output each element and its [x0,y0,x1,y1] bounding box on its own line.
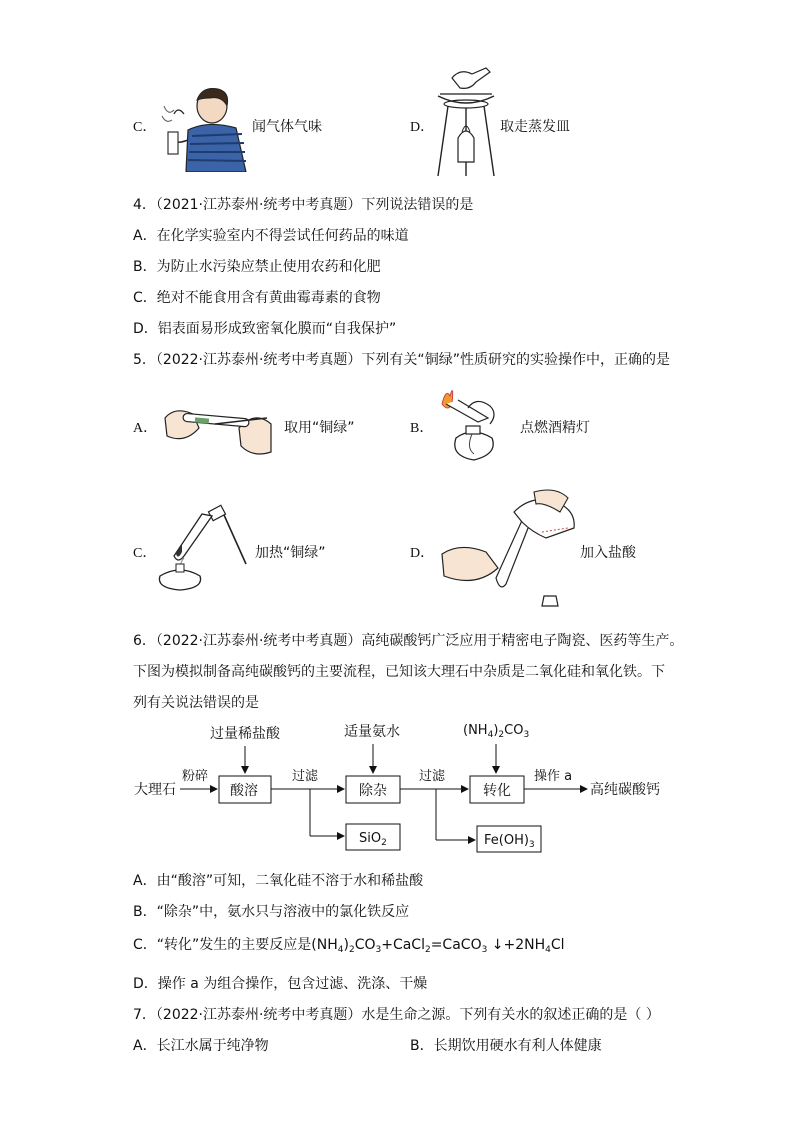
question-6-option-b: B．“除杂”中，氨水只与溶液中的氯化铁反应 [133,904,410,920]
question-4-option-c: C．绝对不能食用含有黄曲霉毒素的食物 [133,290,381,306]
box-conversion-label: 转化 [483,783,511,799]
product-high-purity-caco3: 高纯碳酸钙 [590,782,660,798]
option-c-caption-q5: 加热“铜绿” [255,545,326,561]
option-c-caption: 闻气体气味 [252,119,322,135]
option-d-letter-q5: D． [410,546,435,561]
option-d-letter: D． [410,120,435,135]
reagent-ammonium-carbonate: $(NH_4)_2CO_3$ [463,723,530,740]
take-copper-green-illustration [155,388,277,460]
light-alcohol-lamp-illustration [432,378,516,468]
option-a-letter: A． [133,421,158,436]
question-4-option-b: B．为防止水污染应禁止使用农药和化肥 [133,259,381,275]
option-b-caption: 点燃酒精灯 [520,420,590,436]
question-4-option-a: A．在化学实验室内不得尝试任何药品的味道 [133,228,409,244]
step-crush-label: 粉碎 [182,769,209,784]
question-5-stem: 5．（2022·江苏泰州·统考中考真题）下列有关“铜绿”性质研究的实验操作中，正确的是 [133,352,670,368]
question-7-option-b: B．长期饮用硬水有利人体健康 [410,1038,602,1054]
question-4-option-d: D．铝表面易形成致密氧化膜而“自我保护” [133,321,397,337]
arrow-operation-a-label: 操作 a [534,769,573,784]
start-marble: 大理石 [134,782,176,798]
option-c-letter: C． [133,120,157,135]
question-6-option-d: D．操作 a 为组合操作，包含过滤、洗涤、干燥 [133,976,428,992]
question-6-option-c: C．“转化”发生的主要反应是$(NH_4)_2CO_3+CaCl_2=CaCO_3$ $↓+2NH_4Cl$ [133,937,565,955]
option-b-letter: B． [410,421,434,436]
question-7-stem: 7．（2022·江苏泰州·统考中考真题）水是生命之源。下列有关水的叙述正确的是（ ） [133,1007,660,1023]
question-6-stem-line1: 6．（2022·江苏泰州·统考中考真题）高纯碳酸钙广泛应用于精密电子陶瓷、医药等生产。 [133,633,684,649]
process-flow-diagram [130,718,670,858]
reagent-ammonia: 适量氨水 [344,724,400,740]
smell-gas-illustration [158,86,250,172]
question-6-option-a: A．由“酸溶”可知，二氧化硅不溶于水和稀盐酸 [133,873,424,889]
heat-copper-green-illustration [150,500,250,592]
arrow-filter-1-label: 过滤 [292,769,319,784]
box-remove-impurity-label: 除杂 [359,783,387,799]
arrow-filter-2-label: 过滤 [419,769,446,784]
box-acid-dissolve-label: 酸溶 [230,783,258,799]
box-sio2-label: SiO$_2$ [359,831,387,848]
question-6-stem-line3: 列有关说法错误的是 [133,695,259,711]
option-d-caption-q5: 加入盐酸 [580,545,636,561]
option-d-caption: 取走蒸发皿 [500,119,570,135]
option-a-caption: 取用“铜绿” [284,420,355,436]
reagent-excess-hcl: 过量稀盐酸 [210,726,280,742]
question-7-option-a: A．长江水属于纯净物 [133,1038,269,1054]
option-c-letter-q5: C． [133,546,157,561]
box-feoh3-label: $Fe(OH)_3$ [484,833,535,850]
evaporating-dish-illustration [430,66,502,178]
question-4-stem: 4．（2021·江苏泰州·统考中考真题）下列说法错误的是 [133,197,474,213]
add-hydrochloric-acid-illustration [436,488,582,610]
question-6-stem-line2: 下图为模拟制备高纯碳酸钙的主要流程，已知该大理石中杂质是二氧化硅和氧化铁。下 [133,664,665,680]
